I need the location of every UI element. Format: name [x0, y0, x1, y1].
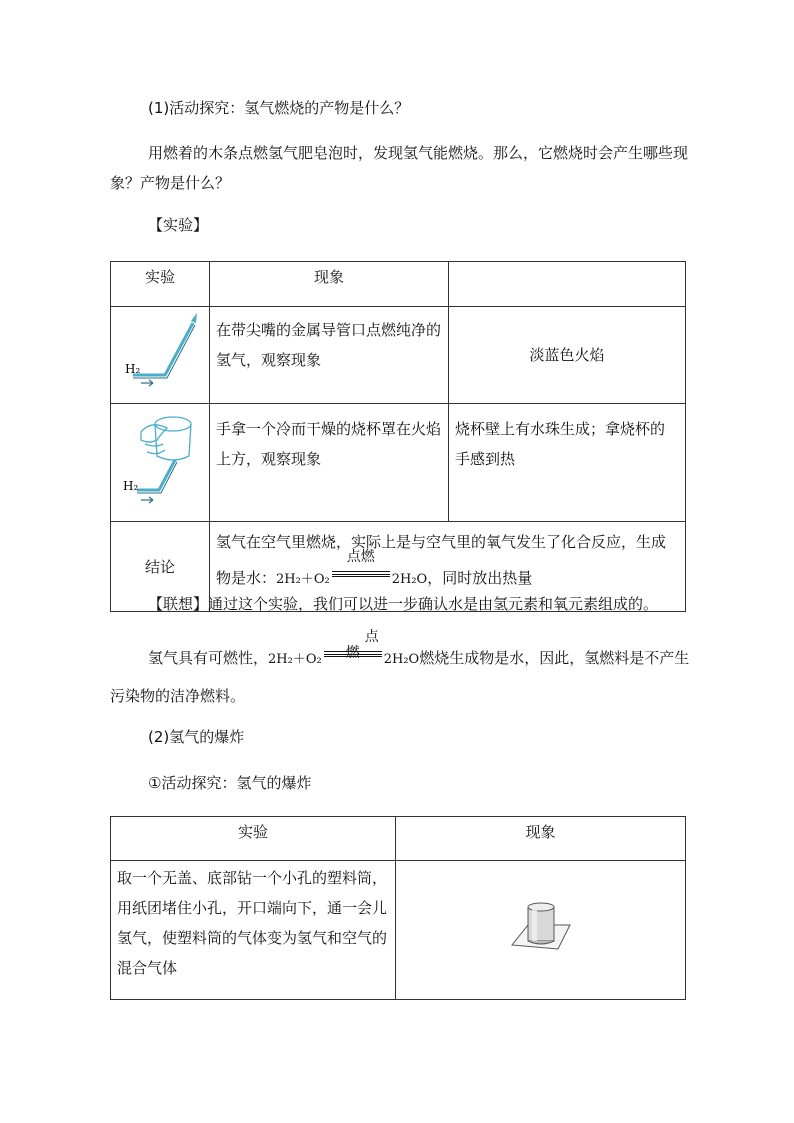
lianxiang-text: 通过这个实验，我们可以进一步确认水是由氢元素和氧元素组成的。 — [208, 595, 659, 613]
table1-figure-nozzle — [111, 307, 210, 404]
section1-intro: 用燃着的木条点燃氢气肥皂泡时，发现氢气能燃烧。那么，它燃烧时会产生哪些现象？产物是什么？ — [110, 144, 689, 192]
table1-figure-beaker — [111, 404, 210, 522]
reaction-condition-2: 点燃 — [345, 629, 379, 661]
table1-header-phenomenon: 现象 — [210, 262, 449, 307]
svg-text:H₂: H₂ — [123, 479, 139, 493]
table1-row2-phenomenon: 烧杯壁上有水珠生成；拿烧杯的手感到热 — [449, 404, 686, 522]
plastic-cylinder-figure — [506, 895, 576, 955]
table1-row1-procedure: 在带尖嘴的金属导管口点燃纯净的氢气，观察现象 — [210, 307, 449, 404]
table2-header-phenomenon: 现象 — [396, 817, 686, 861]
reaction-arrow — [330, 549, 392, 583]
reaction-arrow-2 — [322, 629, 384, 663]
table1-conclusion-label: 结论 — [111, 522, 210, 612]
lianxiang — [110, 589, 710, 619]
combustion-before: 氢气具有可燃性， — [148, 649, 269, 667]
experiment-table-1 — [110, 261, 686, 612]
svg-text:H₂: H₂ — [125, 362, 141, 376]
table2-header-experiment: 实验 — [111, 817, 396, 861]
table1-row1-phenomenon: 淡蓝色火焰 — [449, 307, 686, 404]
combustion-after: 燃烧生成物是水，因此，氢燃料是不产生污染物的洁净燃料。 — [110, 649, 690, 705]
table1-row2-procedure: 手拿一个冷而干燥的烧杯罩在火焰上方，观察现象 — [210, 404, 449, 522]
experiment-label: 【实验】 — [148, 216, 209, 234]
reaction-condition: 点燃 — [346, 549, 375, 565]
combustion-paragraph — [110, 629, 690, 714]
conclusion-tail: ，同时放出热量 — [427, 569, 533, 587]
beaker-over-flame-figure — [111, 404, 209, 511]
section2-subheading: ①活动探究：氢气的爆炸 — [148, 774, 312, 792]
equation-right-2: 2H₂O — [383, 652, 420, 667]
section2-heading: (2)氢气的爆炸 — [148, 728, 245, 746]
equation-left: 2H₂＋O₂ — [276, 572, 330, 587]
table1-header-experiment: 实验 — [111, 262, 210, 307]
table2-procedure: 取一个无盖、底部钻一个小孔的塑料筒，用纸团堵住小孔，开口端向下，通一会儿氢气，使塑料筒的气体变为氢气和空气的混合气体 — [111, 861, 396, 1000]
metal-nozzle-figure — [111, 307, 209, 393]
lianxiang-label: 【联想】 — [148, 595, 209, 613]
section1-heading: (1)活动探究：氢气燃烧的产物是什么？ — [148, 99, 410, 117]
conclusion-text: 氢气在空气里燃烧，实际上是与空气里的氧气发生了化合反应，生成物是水： — [216, 533, 667, 587]
equation-left-2: 2H₂＋O₂ — [268, 652, 322, 667]
equation-right: 2H₂O — [391, 572, 428, 587]
experiment-table-2 — [110, 816, 686, 1000]
table1-header-empty — [449, 262, 686, 307]
table2-figure — [396, 861, 686, 1000]
